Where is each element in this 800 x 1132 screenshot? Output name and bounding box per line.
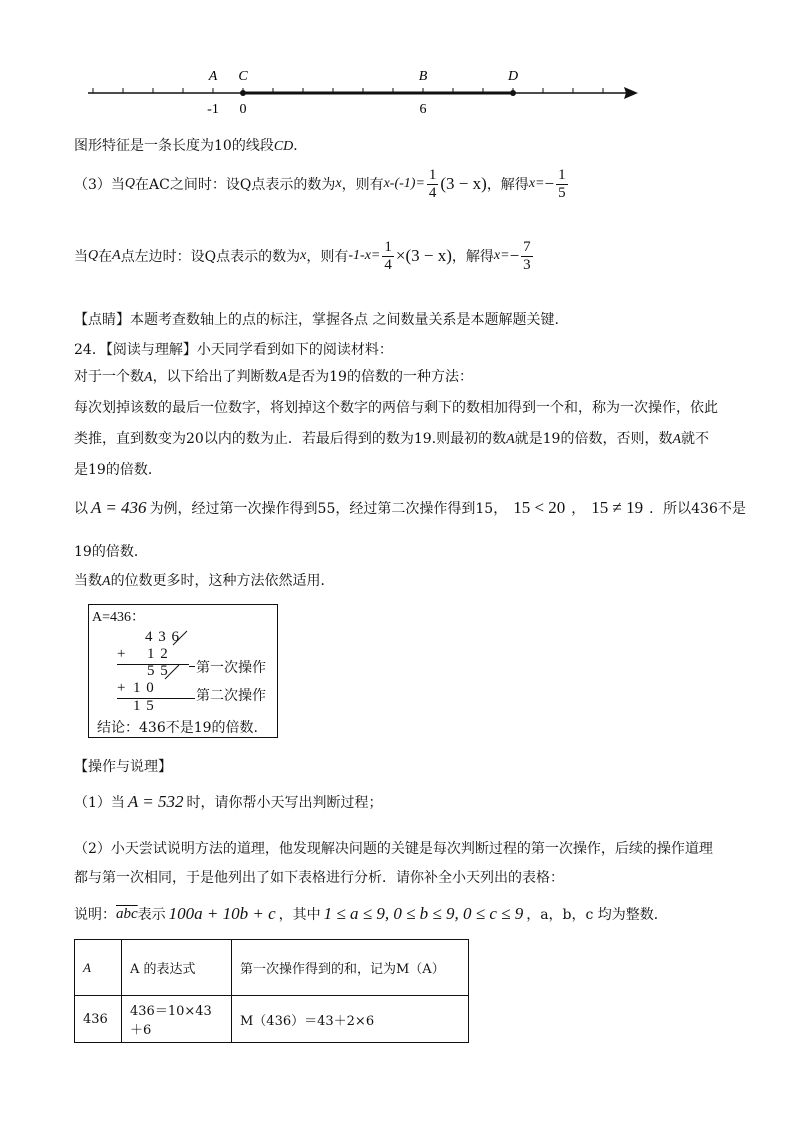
- text: 在AC之间时：设Q点表示的数为: [135, 177, 336, 193]
- point-name: C: [238, 69, 248, 84]
- q24-line1: 对于一个数A，以下给出了判断数A是否为19的倍数的一种方法：: [74, 369, 473, 385]
- box-row1: 4 3 6: [145, 629, 180, 645]
- point-name: B: [418, 69, 428, 84]
- eq-15-ne-19: 15 ≠ 19: [591, 498, 644, 517]
- q24-line6: 19的倍数．: [74, 544, 148, 560]
- note-line: 说明： $\overline{abc}$ 表示 100a + 10b + c ，其中 1 ≤ a ≤ 9, 0 ≤ b ≤ 9, 0 ≤ c ≤ 9 ，a，b，c 均为整数．: [74, 904, 668, 923]
- plus-sign: +: [117, 646, 126, 662]
- fraction: $\frac{1}{4}$: [428, 166, 437, 201]
- point-value-label: 0: [239, 102, 247, 117]
- text: 当: [74, 249, 88, 265]
- fraction: $\frac{1}{4}$: [384, 238, 392, 273]
- point-name: D: [507, 69, 519, 84]
- analysis-table: [74, 939, 469, 1043]
- segment-name: CD: [273, 139, 294, 154]
- table-header-cell: 第一次操作得到的和，记为M（A）: [232, 940, 469, 996]
- eq-15-lt-20: 15 < 20: [513, 498, 566, 517]
- text: ，则有: [341, 177, 384, 193]
- q24-line4: 是19的倍数．: [74, 462, 162, 478]
- op2-line2: 都与第一次相同，于是他列出了如下表格进行分析．请你补全小天列出的表格：: [74, 870, 564, 886]
- op2-line1: （2）小天尝试说明方法的道理，他发现解决问题的关键是每次判断过程的第一次操作，后续的操作道理: [74, 841, 713, 857]
- op-line: [189, 666, 195, 667]
- answer-fraction: $\frac{1}{5}$: [558, 166, 566, 201]
- point-dot: [240, 90, 246, 96]
- table-row: [75, 996, 469, 1043]
- q24-title: 24．【阅读与理解】小天同学看到如下的阅读材料：: [74, 342, 393, 358]
- box-conclusion: 结论：436不是19的倍数.: [97, 720, 258, 736]
- box-row2: 1 2: [147, 646, 169, 662]
- case-between: [74, 160, 570, 208]
- var-x: x: [300, 248, 307, 263]
- table-cell: M（436）＝43＋2×6: [232, 996, 469, 1043]
- expression: ×(3 − x): [395, 246, 452, 265]
- comment: 【点睛】本题考查数轴上的点的标注，掌握各点 之间数量关系是本题解题关键.: [74, 312, 559, 328]
- minus-sign: −: [509, 246, 520, 265]
- box-row3: 5 5: [147, 663, 169, 679]
- op1-question: （1）当 A = 532 时，请你帮小天写出判断过程；: [74, 792, 383, 811]
- expression: (3 − x): [440, 174, 487, 193]
- text: 在: [98, 249, 113, 265]
- expression: x-(-1)=: [383, 176, 425, 191]
- q24-line2: 每次划掉该数的最后一位数字，将划掉这个数字的两倍与剩下的数相加得到一个和，称为一次操作，依此: [74, 400, 718, 416]
- var-q: Q: [124, 176, 136, 191]
- table-header-cell: A 的表达式: [122, 940, 232, 996]
- var-q: Q: [88, 248, 99, 263]
- text: 点左边时：设Q点表示的数为: [120, 249, 301, 265]
- ops-title: 【操作与说理】: [74, 759, 172, 775]
- table-cell: 436: [75, 996, 122, 1043]
- expression: -1-x=: [348, 248, 381, 263]
- strike-mark: [157, 661, 185, 683]
- minus-sign: −: [544, 174, 555, 193]
- text: 图形特征是一条长度为10的线段: [74, 138, 274, 154]
- op1-label: 第一次操作: [196, 660, 266, 676]
- box-row5: 1 5: [133, 698, 155, 714]
- eq-a532: A = 532: [127, 792, 184, 811]
- var-x: x=: [528, 176, 545, 191]
- number-line: [80, 60, 650, 120]
- point-value-label: -1: [207, 102, 219, 117]
- box-title: A=436：: [92, 610, 146, 625]
- table-cell: 436＝10×43＋6: [122, 996, 232, 1043]
- point-value-label: 6: [419, 102, 427, 117]
- plus-sign: +: [117, 680, 126, 696]
- strike-mark: [165, 627, 193, 649]
- abc-expression: 100a + 10b + c: [168, 904, 276, 923]
- eq-a436: A = 436: [91, 498, 147, 517]
- line-figure-feature: 图形特征是一条长度为10的线段CD．: [74, 138, 308, 154]
- var-x: x: [335, 176, 342, 191]
- point-dot: [510, 90, 516, 96]
- q24-line7: 当数A的位数更多时，这种方法依然适用．: [74, 573, 335, 589]
- text: ，解得: [486, 177, 529, 193]
- var-x: x=: [493, 248, 510, 263]
- axis-arrow: [624, 87, 638, 99]
- text: ，则有: [306, 249, 349, 265]
- abc-condition: 1 ≤ a ≤ 9, 0 ≤ b ≤ 9, 0 ≤ c ≤ 9: [323, 904, 524, 923]
- example-box: [88, 604, 278, 738]
- op2-label: 第二次操作: [196, 688, 266, 704]
- q24-line5: 以 A = 436 为例，经过第一次操作得到55，经过第二次操作得到15， 15 < 20 ， 15 ≠ 19 ．所以436不是: [74, 498, 746, 517]
- abc-overline: $\overline{abc}$: [116, 905, 138, 922]
- text: （3）当: [74, 177, 125, 193]
- text: ，解得: [451, 249, 494, 265]
- point-name: A: [208, 69, 218, 84]
- box-row4: 1 0: [133, 680, 155, 696]
- table-header-row: [75, 940, 469, 996]
- table-header-cell: A: [75, 940, 122, 996]
- q24-line3: 类推，直到数变为20以内的数为止．若最后得到的数为19.则最初的数A就是19的倍数，否则，数A就不: [74, 431, 710, 447]
- sum-line: [117, 698, 195, 699]
- var-a: A: [112, 248, 121, 263]
- answer-fraction: $\frac{7}{3}$: [523, 238, 531, 273]
- case-left: [74, 232, 535, 280]
